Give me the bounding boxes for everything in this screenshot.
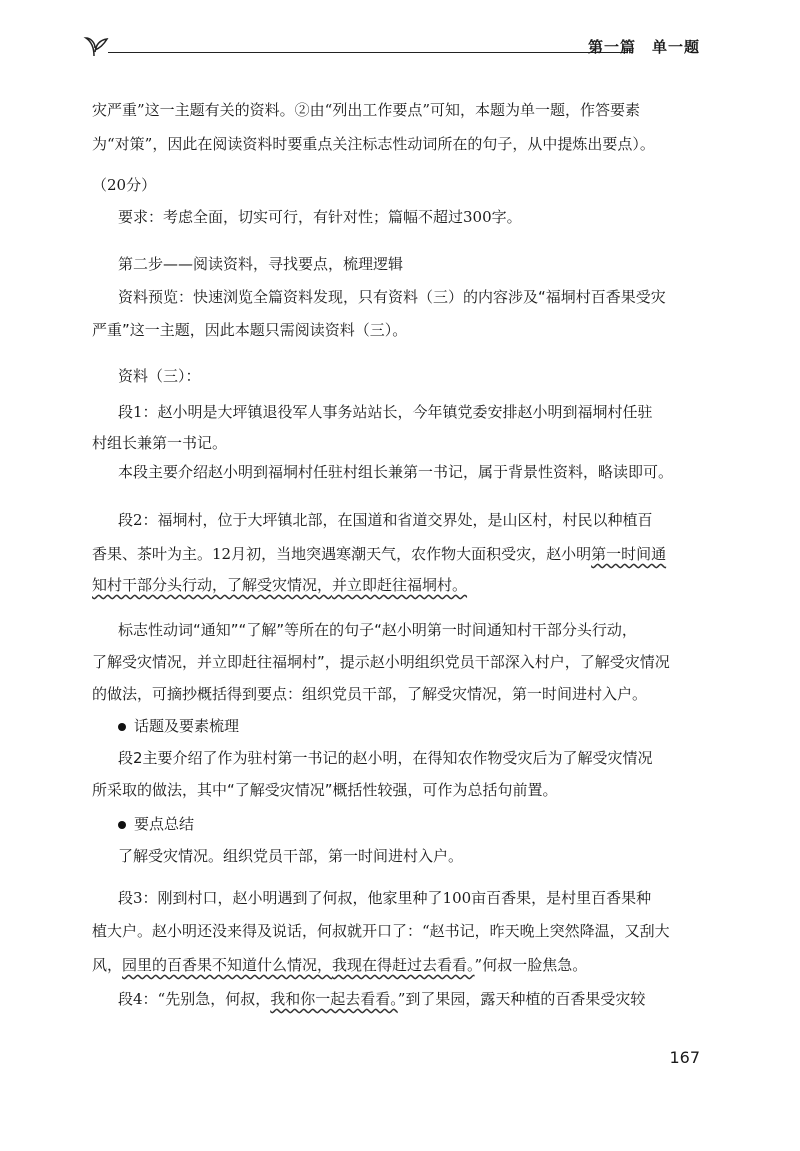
text-line: 要求：考虑全面，切实可行，有针对性；篇幅不超过300字。 [118, 208, 522, 226]
text-line: （20分） [92, 176, 157, 194]
text-line: 风，园里的百香果不知道什么情况，我现在得赶过去看看。”何叔一脸焦急。 [92, 956, 588, 974]
text-line: 村组长兼第一书记。 [92, 434, 228, 452]
text-line: 灾严重”这一主题有关的资料。②由“列出工作要点”可知，本题为单一题，作答要素 [92, 101, 641, 119]
summary-line: 了解受灾情况。组织党员干部，第一时间进村入户。 [118, 847, 464, 865]
analysis-line: 的做法，可摘抄概括得到要点：组织党员干部，了解受灾情况，第一时间进村入户。 [92, 685, 648, 703]
analysis-line: 了解受灾情况，并立即赶往福垌村”，提示赵小明组织党员干部深入村户，了解受灾情况 [92, 653, 670, 671]
underlined-phrase: 园里的百香果不知道什么情况， [122, 956, 333, 974]
underlined-phrase: 了解受灾情况， [227, 576, 333, 594]
section-heading: 要点总结 [118, 814, 738, 834]
text-line: 段3：刚到村口，赵小明遇到了何叔，他家里种了100亩百香果，是村里百香果种 [118, 889, 652, 907]
underlined-phrase: 并立即赶往福垌村。 [332, 576, 468, 594]
bullet-icon [118, 821, 126, 829]
underlined-phrase: 知村干部分头行动， [92, 576, 228, 594]
text-line: 资料预览：快速浏览全篇资料发现，只有资料（三）的内容涉及“福垌村百香果受灾 [118, 288, 666, 306]
text-line: 段4：“先别急，何叔，我和你一起去看看。”到了果园，露天种植的百香果受灾较 [118, 990, 646, 1008]
text-line: 严重”这一主题，因此本题只需阅读资料（三）。 [92, 321, 408, 339]
text-line: 资料（三）： [118, 367, 201, 385]
underlined-phrase: 我现在得赶过去看看。 [332, 956, 475, 974]
text-line: 段2：福垌村，位于大坪镇北部，在国道和省道交界处，是山区村，村民以种植百 [118, 511, 653, 529]
chapter-title: 第一篇 单一题 [587, 38, 700, 56]
analysis-line: 标志性动词“通知”“了解”等所在的句子“赵小明第一时间通知村干部分头行动， [118, 621, 637, 639]
step-heading: 第二步——阅读资料，寻找要点，梳理逻辑 [118, 255, 404, 273]
page-number: 167 [669, 1048, 700, 1067]
analysis-line: 段2主要介绍了作为驻村第一书记的赵小明，在得知农作物受灾后为了解受灾情况 [118, 749, 653, 767]
text-line: 为“对策”，因此在阅读资料时要重点关注标志性动词所在的句子，从中提炼出要点）。 [92, 135, 655, 153]
bullet-icon [118, 723, 126, 731]
text-line: 段1：赵小明是大坪镇退役军人事务站站长，今年镇党委安排赵小明到福垌村任驻 [118, 403, 653, 421]
analysis-line: 所采取的做法，其中“了解受灾情况”概括性较强，可作为总括句前置。 [92, 781, 558, 799]
text-line: 植大户。赵小明还没来得及说话，何叔就开口了：“赵书记，昨天晚上突然降温，又刮大 [92, 922, 670, 940]
underlined-phrase: 第一时间通 [591, 545, 667, 563]
text-line: 香果、茶叶为主。12月初，当地突遇寒潮天气，农作物大面积受灾，赵小明第一时间通 [92, 545, 667, 563]
underlined-phrase: 我和你一起去看看。 [270, 990, 398, 1008]
analysis-line: 本段主要介绍赵小明到福垌村任驻村组长兼第一书记，属于背景性资料，略读即可。 [118, 463, 674, 481]
section-heading: 话题及要素梳理 [118, 716, 738, 736]
text-line [92, 575, 712, 595]
